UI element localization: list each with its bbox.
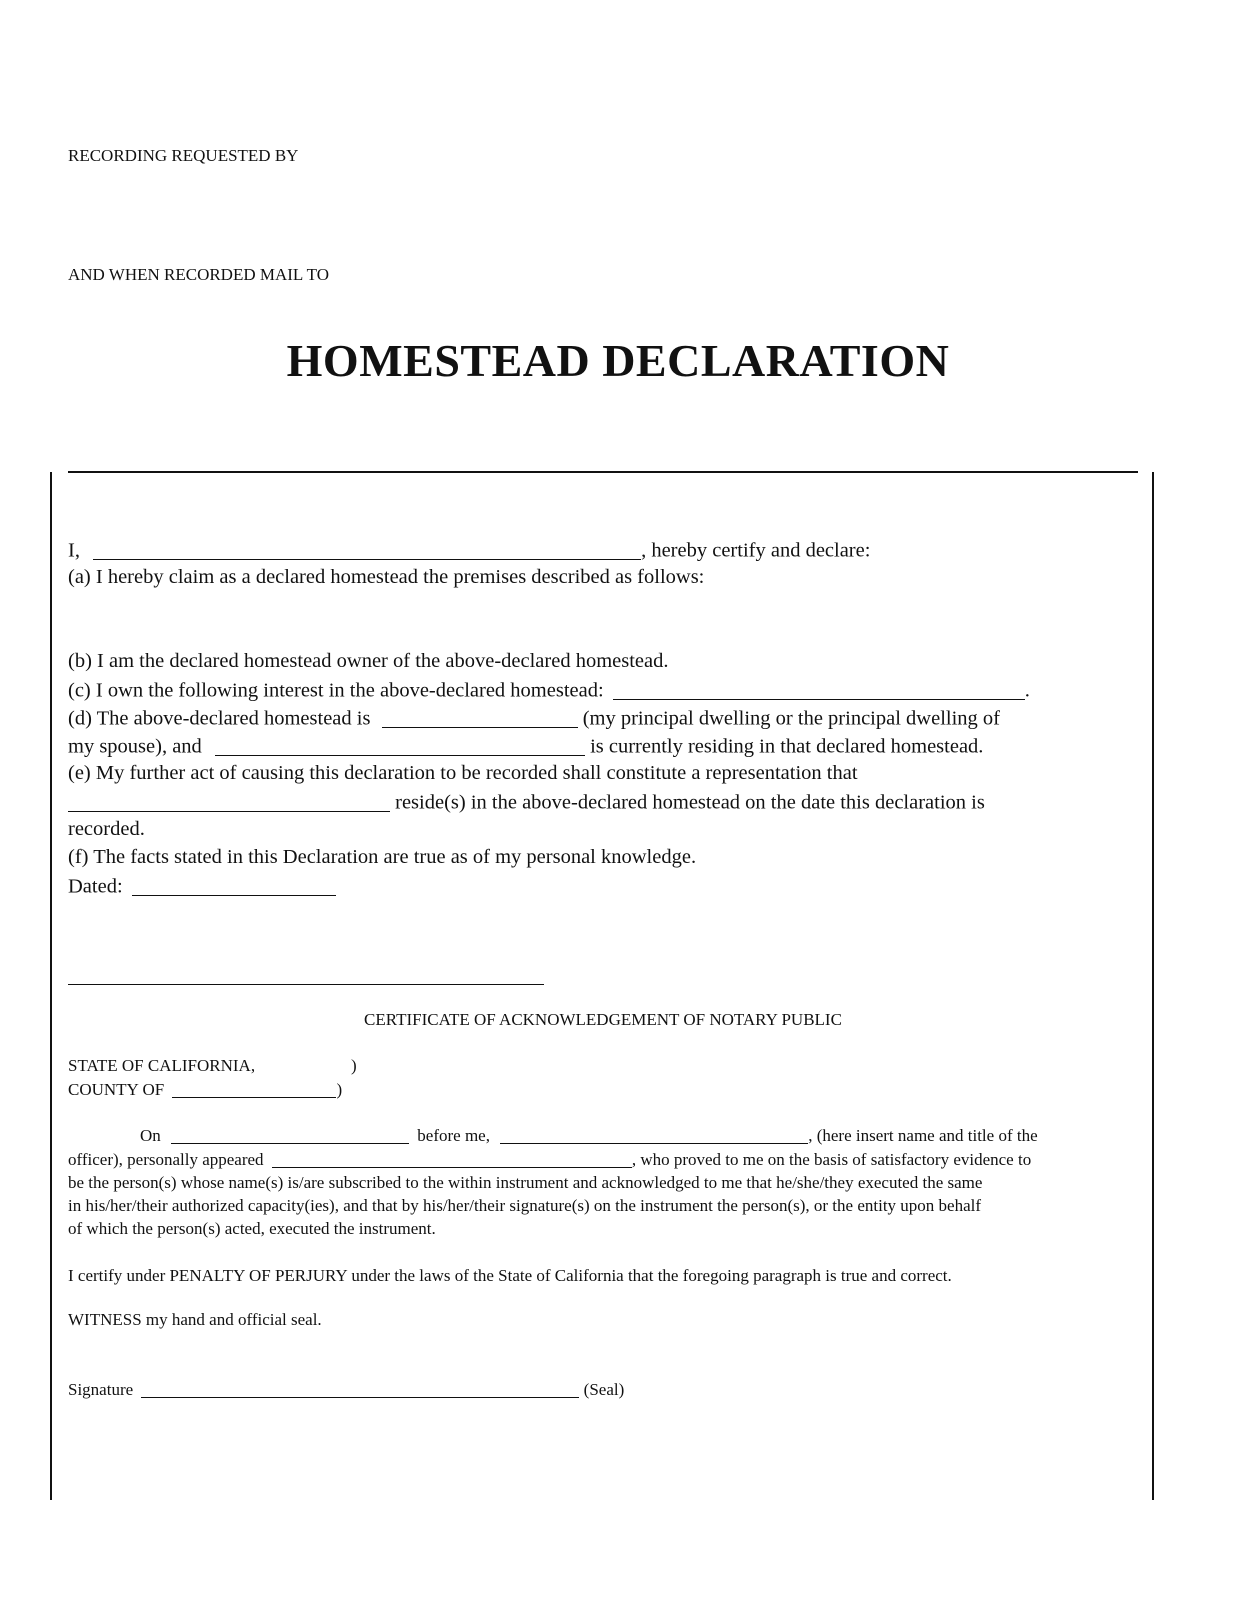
- right-border: [1152, 472, 1154, 1500]
- clause-b: (b) I am the declared homestead owner of the above-declared homestead.: [68, 650, 669, 672]
- residents-field[interactable]: [68, 790, 390, 812]
- left-border: [50, 472, 52, 1500]
- clause-d-text-2: (my principal dwelling or the principal dwelling of: [582, 707, 1000, 730]
- notary-date-field[interactable]: [171, 1126, 409, 1144]
- appeared-name-field[interactable]: [272, 1150, 632, 1168]
- perjury-statement: I certify under PENALTY OF PERJURY under the laws of the State of California that the foregoing paragraph is true and correct.: [68, 1266, 952, 1285]
- before-me-label: before me,: [417, 1126, 490, 1145]
- resident-field[interactable]: [215, 734, 585, 756]
- personally-appeared-label: officer), personally appeared: [68, 1150, 264, 1169]
- seal-label: (Seal): [583, 1380, 625, 1399]
- insert-name-text: , (here insert name and title of the: [808, 1126, 1038, 1145]
- notary-paragraph-line-3: be the person(s) whose name(s) is/are subscribed to the within instrument and acknowledged to me that he/she/they executed the same: [68, 1173, 983, 1192]
- signature-label: Signature: [68, 1380, 134, 1399]
- clause-d2-text: my spouse), and: [68, 735, 202, 758]
- county-label: COUNTY OF: [68, 1080, 165, 1099]
- clause-e3: recorded.: [68, 818, 145, 840]
- clause-f: (f) The facts stated in this Declaration are true as of my personal knowledge.: [68, 846, 697, 868]
- state-paren: ): [351, 1056, 357, 1075]
- clause-c-text: (c) I own the following interest in the above-declared homestead:: [68, 679, 604, 702]
- declarant-name-field[interactable]: [93, 538, 641, 560]
- mail-to-label: AND WHEN RECORDED MAIL TO: [68, 265, 329, 284]
- notary-paragraph-line-4: in his/her/their authorized capacity(ies), and that by his/her/their signature(s) on the instrument the person(s), or the entity upon behalf: [68, 1196, 982, 1215]
- clause-e2-text: reside(s) in the above-declared homestead on the date this declaration is: [395, 791, 985, 814]
- clause-d-text: (d) The above-declared homestead is: [68, 707, 371, 730]
- clause-c-period: .: [1024, 679, 1030, 702]
- recording-requested-label: RECORDING REQUESTED BY: [68, 146, 299, 165]
- clause-a: (a) I hereby claim as a declared homestead the premises described as follows:: [68, 566, 705, 588]
- dated-field[interactable]: [132, 874, 336, 896]
- dwelling-field[interactable]: [382, 706, 578, 728]
- notary-officer-field[interactable]: [500, 1126, 808, 1144]
- document-title: HOMESTEAD DECLARATION: [286, 335, 950, 386]
- dated-label: Dated:: [68, 875, 123, 898]
- proved-text: , who proved to me on the basis of satisfactory evidence to: [631, 1150, 1032, 1169]
- county-field[interactable]: [172, 1080, 336, 1098]
- certify-text: , hereby certify and declare:: [641, 539, 871, 562]
- clause-e: (e) My further act of causing this declaration to be recorded shall constitute a representation that: [68, 762, 858, 784]
- notary-heading: CERTIFICATE OF ACKNOWLEDGEMENT OF NOTARY PUBLIC: [364, 1010, 842, 1029]
- clause-d2-text-2: is currently residing in that declared homestead.: [590, 735, 984, 758]
- interest-field[interactable]: [613, 678, 1025, 700]
- on-label: On: [140, 1126, 161, 1145]
- state-label: STATE OF CALIFORNIA,: [68, 1056, 256, 1075]
- notary-paragraph-line-5: of which the person(s) acted, executed the instrument.: [68, 1219, 436, 1238]
- declarant-signature-line[interactable]: [68, 984, 544, 985]
- witness-statement: WITNESS my hand and official seal.: [68, 1310, 322, 1329]
- top-rule: [68, 471, 1138, 473]
- declarant-prefix: I,: [68, 539, 80, 562]
- county-paren: ): [336, 1080, 343, 1099]
- notary-signature-field[interactable]: [141, 1380, 579, 1398]
